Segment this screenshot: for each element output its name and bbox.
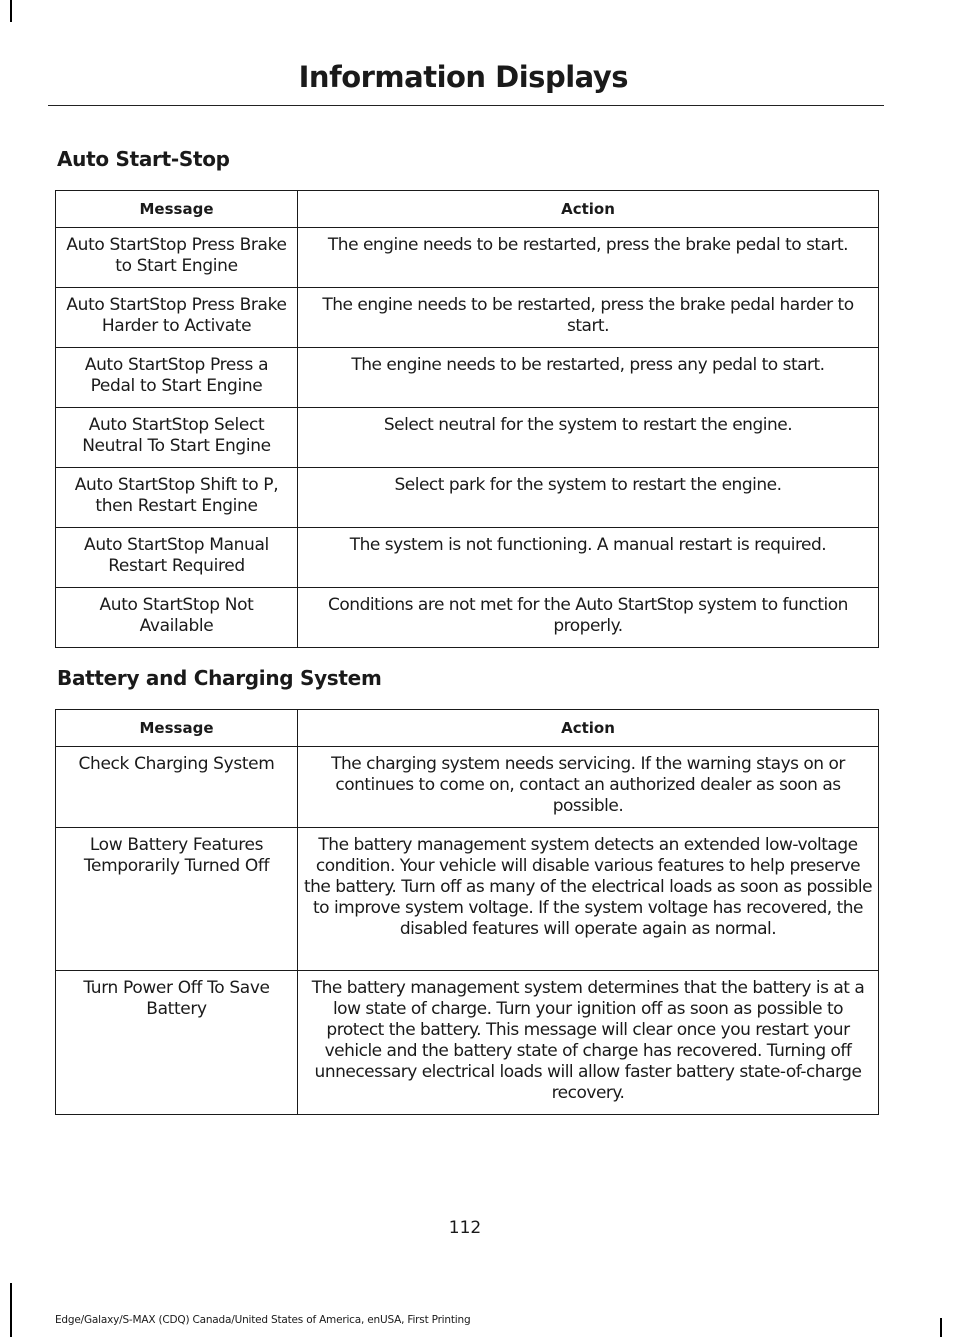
message-cell: Auto StartStop Select Neutral To Start Engine [56,408,298,468]
auto-start-stop-table [55,190,879,648]
table-row [56,468,879,528]
footer-text: Edge/Galaxy/S-MAX (CDQ) Canada/United States of America, enUSA, First Printing [55,1314,471,1326]
message-cell: Auto StartStop Not Available [56,588,298,648]
crop-mark-top-left [10,0,12,22]
crop-mark-bottom-left [10,1283,12,1337]
table-row [56,348,879,408]
table-row [56,408,879,468]
battery-charging-table [55,709,879,1115]
action-cell: The battery management system detects an extended low-voltage condition. Your vehicle will disable various features to help preserve the battery. Turn off as many of the electrical loads as soon as possible to improve system voltage. If the system voltage has recovered, the disabled features will operate again as normal. [298,828,879,971]
table-row [56,971,879,1115]
action-cell: The charging system needs servicing. If the warning stays on or continues to come on, contact an authorized dealer as soon as possible. [298,747,879,828]
page-title: Information Displays [298,60,628,94]
section-title-battery-charging: Battery and Charging System [57,666,382,690]
action-cell: The engine needs to be restarted, press the brake pedal to start. [298,228,879,288]
table-row [56,528,879,588]
action-cell: The engine needs to be restarted, press any pedal to start. [298,348,879,408]
message-cell: Auto StartStop Press Brake to Start Engine [56,228,298,288]
column-header-action: Action [298,191,879,228]
column-header-action: Action [298,710,879,747]
table-header-row [56,191,879,228]
message-cell: Check Charging System [56,747,298,828]
message-cell: Auto StartStop Press a Pedal to Start Engine [56,348,298,408]
message-cell: Auto StartStop Manual Restart Required [56,528,298,588]
action-cell: The engine needs to be restarted, press the brake pedal harder to start. [298,288,879,348]
table-header-row [56,710,879,747]
crop-mark-bottom-right [940,1318,942,1337]
table-row [56,228,879,288]
header-divider [48,105,884,106]
message-cell: Auto StartStop Shift to P, then Restart Engine [56,468,298,528]
action-cell: Conditions are not met for the Auto StartStop system to function properly. [298,588,879,648]
message-cell: Low Battery Features Temporarily Turned Off [56,828,298,971]
message-cell: Turn Power Off To Save Battery [56,971,298,1115]
action-cell: The battery management system determines that the battery is at a low state of charge. Turn your ignition off as soon as possible to protect the battery. This message will clear once you restart your vehicle and the battery state of charge has recovered. Turning off unnecessary electrical loads will allow faster battery state-of-charge recovery. [298,971,879,1115]
column-header-message: Message [56,710,298,747]
section-title-auto-start-stop: Auto Start-Stop [57,147,230,171]
action-cell: The system is not functioning. A manual restart is required. [298,528,879,588]
action-cell: Select park for the system to restart the engine. [298,468,879,528]
action-cell: Select neutral for the system to restart the engine. [298,408,879,468]
page-number: 112 [448,1218,482,1238]
message-cell: Auto StartStop Press Brake Harder to Activate [56,288,298,348]
table-row [56,747,879,828]
table-row [56,288,879,348]
column-header-message: Message [56,191,298,228]
table-row [56,828,879,971]
table-row [56,588,879,648]
